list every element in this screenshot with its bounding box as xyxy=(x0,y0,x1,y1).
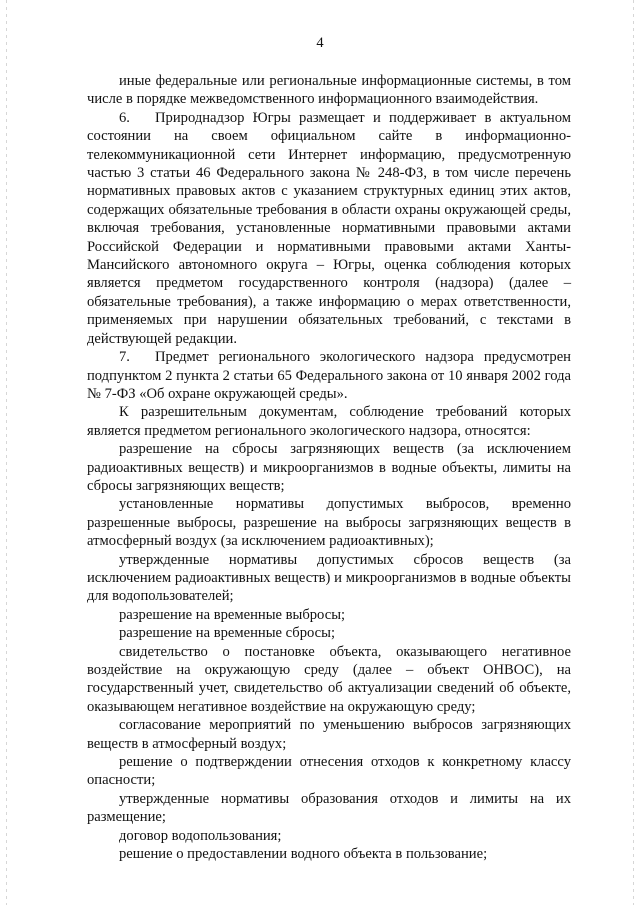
list-item: согласование мероприятий по уменьшению выбросов загрязняющих веществ в атмосферный воздух; xyxy=(87,717,571,752)
list-item: договор водопользования; xyxy=(119,827,282,844)
page-number: 4 xyxy=(316,35,324,51)
list-item: установленные нормативы допустимых выбросов, временно разрешенные выбросы, разрешение на выбросы загрязняющих веществ в атмосферный воздух (за исключением радиоактивных); xyxy=(87,496,571,550)
item-number: 6. xyxy=(119,109,130,126)
document-body xyxy=(87,72,571,863)
list-item: утвержденные нормативы образования отходов и лимиты на их размещение; xyxy=(87,790,571,826)
numbered-paragraph-6 xyxy=(87,109,571,348)
numbered-paragraph-7 xyxy=(87,348,571,403)
list-item: разрешение на сбросы загрязняющих веществ (за исключением радиоактивных веществ) и микроорганизмов в водные объекты, лимиты на сбросы загрязняющих веществ; xyxy=(87,441,571,494)
list-item: разрешение на временные сбросы; xyxy=(119,625,336,642)
list-item: свидетельство о постановке объекта, оказывающего негативное воздействие на окружающую среду (далее – объект ОНВОС), на государственный учет, свидетельство об актуализации сведений об объекте, оказывающем негативное воздействие на окружающую среду; xyxy=(87,643,571,715)
paragraph-text: Предмет регионального экологического надзора предусмотрен подпунктом 2 пункта 2 статьи 65 Федерального закона от 10 января 2002 года № 7-ФЗ «Об охране окружающей среды». xyxy=(87,349,571,402)
list-item: решение о предоставлении водного объекта в пользование; xyxy=(119,846,488,863)
paragraph: иные федеральные или региональные информационные системы, в том числе в порядке межведомственного информационного взаимодействия. xyxy=(87,73,571,108)
list-item: решение о подтверждении отнесения отходов к конкретному классу опасности; xyxy=(87,754,571,789)
list-item: разрешение на временные выбросы; xyxy=(119,606,346,623)
scan-edge-right xyxy=(633,0,634,905)
paragraph: К разрешительным документам, соблюдение требований которых является предметом регионального экологического надзора, относятся: xyxy=(87,404,571,439)
paragraph-text: Природнадзор Югры размещает и поддерживает в актуальном состоянии на своем официальном сайте в информационно-телекоммуникационной сети Интернет информацию, предусмотренную частью 3 статьи 46 Федерального закона № 248-ФЗ, в том числе перечень нормативных правовых актов с указанием структурных единиц этих актов, содержащих обязательные требования в области охраны окружающей среды, включая требования, установленные нормативными правовыми актами Российской Федерации и нормативными правовыми актами Ханты-Мансийского автономного округа – Югры, оценка соблюдения которых является предметом государственного контроля (надзора) (далее – обязательные требования), а также информацию о мерах ответственности, применяемых при нарушении обязательных требований, с текстами в действующей редакции. xyxy=(87,109,571,347)
item-number: 7. xyxy=(119,349,130,366)
scan-edge-left xyxy=(6,0,7,905)
list-item: утвержденные нормативы допустимых сбросов веществ (за исключением радиоактивных веществ) и микроорганизмов в водные объекты для водопользователей; xyxy=(87,551,571,605)
